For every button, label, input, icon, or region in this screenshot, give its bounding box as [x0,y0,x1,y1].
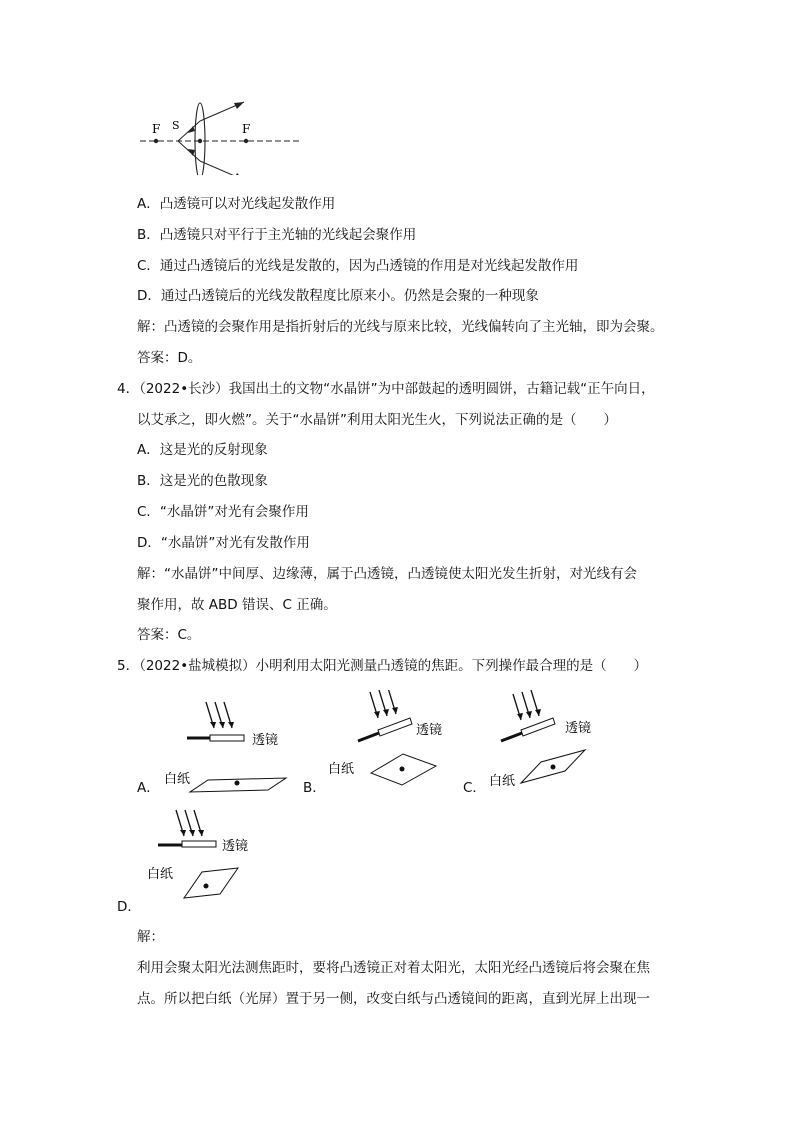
q3-option-b: B．凸透镜只对平行于主光轴的光线起会聚作用 [137,227,417,243]
q5-option-c-letter: C． [463,780,486,796]
q5-option-d-letter: D． [117,899,141,915]
right-focus-label: F [242,122,251,136]
q5-c-lens-label: 透镜 [565,721,592,736]
q5-a-lens-label: 透镜 [252,733,279,748]
q5-solution-line1: 利用会聚太阳光法测焦距时，要将凸透镜正对着太阳光，太阳光经凸透镜后将会聚在焦 [137,960,650,976]
q5-c-paper-label: 白纸 [489,774,516,789]
q4-stem-line2: 以艾承之，即火燃”。关于“水晶饼”利用太阳光生火，下列说法正确的是（ ） [137,412,617,428]
convex-lens-ray-diagram [130,95,380,175]
q5-figure-d [140,808,270,908]
q5-stem: 5．（2022•盐城模拟）小明利用太阳光测量凸透镜的焦距。下列操作最合理的是（ ） [117,658,648,674]
q5-figure-c [485,690,615,810]
q3-answer: 答案：D。 [137,350,202,366]
q5-solution-line2: 点。所以把白纸（光屏）置于另一侧，改变白纸与凸透镜间的距离，直到光屏上出现一 [137,991,650,1007]
q5-solution-head: 解： [137,929,164,945]
q4-option-d: D．“水晶饼”对光有发散作用 [137,535,310,551]
left-focus-label: F [152,122,161,136]
q4-solution-line1: 解：“水晶饼”中间厚、边缘薄，属于凸透镜，凸透镜使太阳光发生折射，对光线有会 [137,566,637,582]
q3-solution: 解：凸透镜的会聚作用是指折射后的光线与原来比较，光线偏转向了主光轴，即为会聚。 [137,319,664,335]
q5-b-lens-label: 透镜 [416,723,443,738]
q5-option-a-letter: A． [137,780,160,796]
q4-stem-line1: 4．（2022•长沙）我国出土的文物“水晶饼”为中部鼓起的透明圆饼，古籍记载“正午向日， [117,381,655,397]
q5-option-b-letter: B． [303,780,326,796]
source-label: S [172,119,180,132]
q4-solution-line2: 聚作用，故 ABD 错误、C 正确。 [137,597,337,613]
q5-d-paper-label: 白纸 [147,867,174,882]
q3-option-d: D．通过凸透镜后的光线发散程度比原来小。仍然是会聚的一种现象 [137,288,539,304]
q5-figure-b [328,690,478,810]
q5-d-lens-label: 透镜 [222,839,249,854]
q5-b-paper-label: 白纸 [328,762,355,777]
q4-option-c: C．“水晶饼”对光有会聚作用 [137,504,309,520]
q3-option-c: C．通过凸透镜后的光线是发散的，因为凸透镜的作用是对光线起发散作用 [137,258,579,274]
q4-option-b: B．这是光的色散现象 [137,473,268,489]
q4-answer: 答案：C。 [137,627,201,643]
q4-option-a: A．这是光的反射现象 [137,442,268,458]
q5-figure-a [160,698,300,798]
q5-a-paper-label: 白纸 [164,772,191,787]
q3-option-a: A．凸透镜可以对光线起发散作用 [137,196,336,212]
